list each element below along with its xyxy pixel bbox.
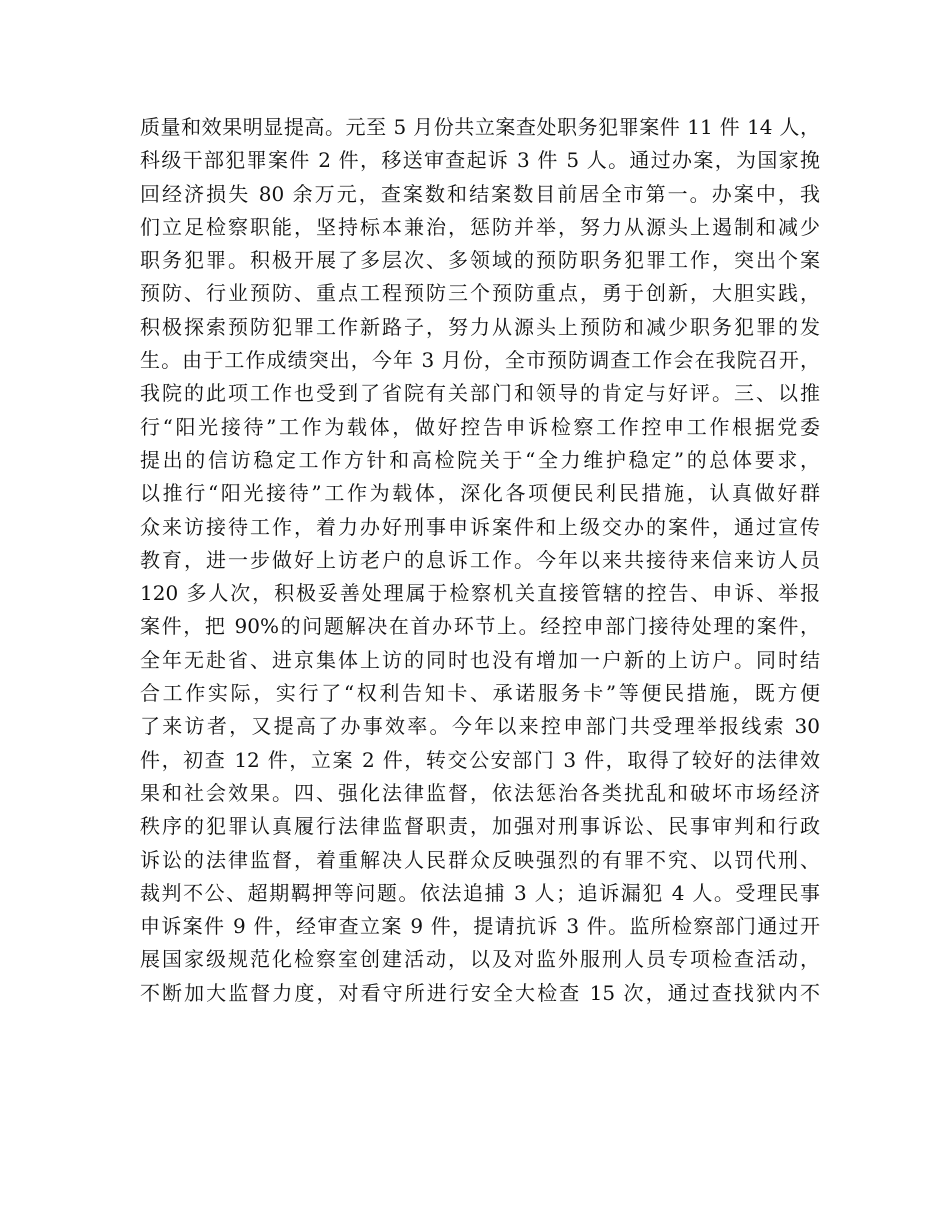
text-line: 我院的此项工作也受到了省院有关部门和领导的肯定与好评。三、以推 [140, 381, 820, 406]
text-line: 120 多人次，积极妥善处理属于检察机关直接管辖的控告、申诉、举报 [140, 581, 820, 606]
text-line: 教育，进一步做好上访老户的息诉工作。今年以来共接待来信来访人员 [140, 547, 820, 572]
text-line: 申诉案件 9 件，经审查立案 9 件，提请抗诉 3 件。监所检察部门通过开 [140, 914, 820, 939]
text-line: 回经济损失 80 余万元，查案数和结案数目前居全市第一。办案中，我 [140, 181, 820, 206]
text-line: 生。由于工作成绩突出，今年 3 月份，全市预防调查工作会在我院召开， [140, 348, 820, 373]
text-line: 全年无赴省、进京集体上访的同时也没有增加一户新的上访户。同时结 [140, 647, 820, 672]
text-line: 合工作实际，实行了“权利告知卡、承诺服务卡”等便民措施，既方便 [140, 681, 820, 706]
text-line: 质量和效果明显提高。元至 5 月份共立案查处职务犯罪案件 11 件 14 人， [140, 115, 820, 139]
text-line: 科级干部犯罪案件 2 件，移送审查起诉 3 件 5 人。通过办案，为国家挽 [140, 148, 820, 173]
text-line: 了来访者，又提高了办事效率。今年以来控申部门共受理举报线索 30 [140, 714, 820, 739]
text-line: 众来访接待工作，着力办好刑事申诉案件和上级交办的案件，通过宣传 [140, 514, 820, 539]
text-line: 秩序的犯罪认真履行法律监督职责，加强对刑事诉讼、民事审判和行政 [140, 814, 820, 839]
text-line: 展国家级规范化检察室创建活动，以及对监外服刑人员专项检查活动， [140, 947, 820, 972]
text-line: 预防、行业预防、重点工程预防三个预防重点，勇于创新，大胆实践， [140, 281, 820, 306]
text-line: 提出的信访稳定工作方针和高检院关于“全力维护稳定”的总体要求， [140, 447, 820, 472]
text-line: 行“阳光接待”工作为载体，做好控告申诉检察工作控申工作根据党委 [140, 414, 820, 439]
text-line: 裁判不公、超期羁押等问题。依法追捕 3 人；追诉漏犯 4 人。受理民事 [140, 880, 820, 905]
text-line: 们立足检察职能，坚持标本兼治，惩防并举，努力从源头上遏制和减少 [140, 214, 820, 239]
text-line: 不断加大监督力度，对看守所进行安全大检查 15 次，通过查找狱内不 [140, 980, 820, 1005]
text-line: 果和社会效果。四、强化法律监督，依法惩治各类扰乱和破坏市场经济 [140, 780, 820, 805]
text-line: 诉讼的法律监督，着重解决人民群众反映强烈的有罪不究、以罚代刑、 [140, 847, 820, 872]
text-line: 以推行“阳光接待”工作为载体，深化各项便民利民措施，认真做好群 [140, 481, 820, 506]
text-line: 积极探索预防犯罪工作新路子，努力从源头上预防和减少职务犯罪的发 [140, 314, 820, 339]
body-text [140, 111, 820, 1010]
text-line: 职务犯罪。积极开展了多层次、多领域的预防职务犯罪工作，突出个案 [140, 248, 820, 273]
text-line: 件，初查 12 件，立案 2 件，转交公安部门 3 件，取得了较好的法律效 [140, 747, 820, 772]
text-line: 案件，把 90%的问题解决在首办环节上。经控申部门接待处理的案件， [140, 614, 820, 639]
